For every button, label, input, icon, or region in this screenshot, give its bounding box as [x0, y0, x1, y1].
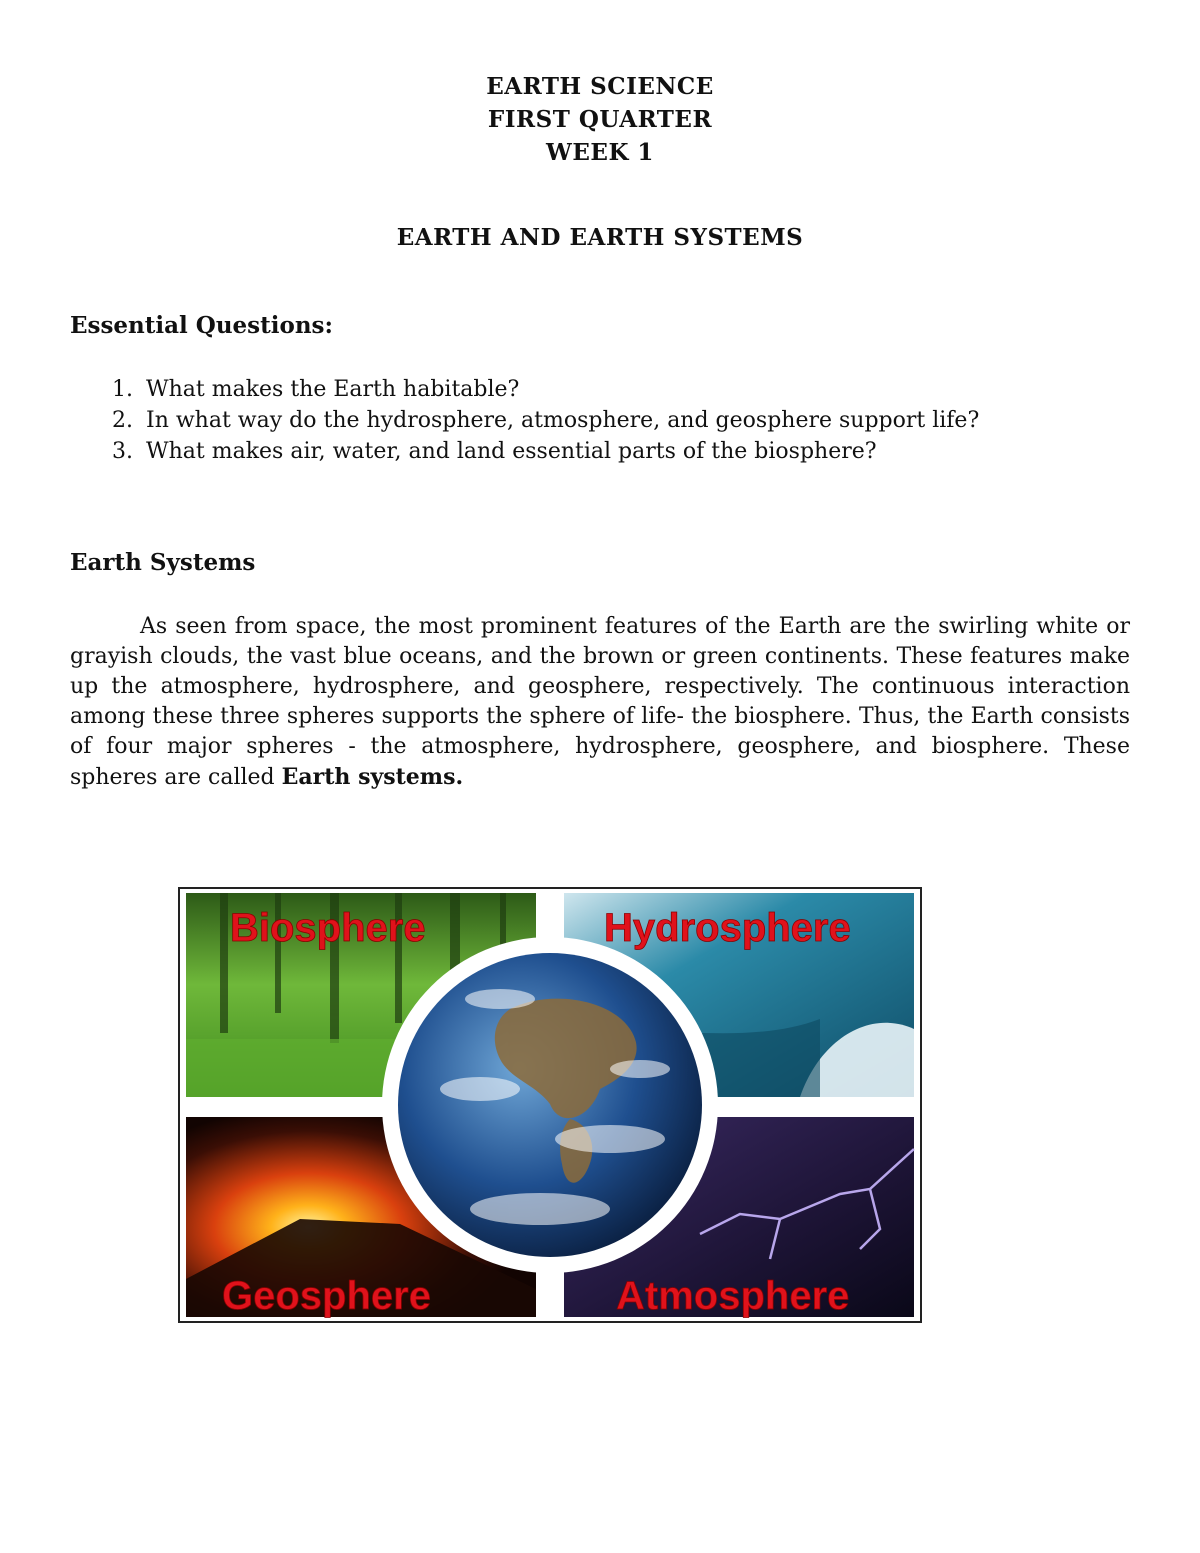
paragraph-text: As seen from space, the most prominent features of the Earth are the swirling white or grayish clouds, the vast blue oceans, and the brown or green continents. These features make up the atmosphere, hydrosphere, and geosphere, respectively. The continuous interaction among these three spheres supports the sphere of life- the biosphere. Thus, the Earth consists of four major spheres - the atmosphere, hydrosphere, geosphere, and biosphere. These spheres are called	[70, 614, 1130, 790]
atmosphere-label: Atmosphere	[616, 1274, 850, 1318]
question-item: 3. What makes air, water, and land essential parts of the biosphere?	[140, 436, 1130, 467]
question-item: 2. In what way do the hydrosphere, atmosphere, and geosphere support life?	[140, 405, 1130, 436]
subject-title: EARTH SCIENCE	[486, 73, 714, 100]
essential-questions-heading: Essential Questions:	[70, 312, 333, 339]
earth-systems-paragraph	[70, 612, 1130, 793]
quarter-title: FIRST QUARTER	[487, 106, 713, 133]
biosphere-label: Biosphere	[230, 906, 426, 950]
earth-systems-illustration	[180, 889, 920, 1321]
question-item: 1. What makes the Earth habitable?	[140, 374, 1130, 405]
week-title: WEEK 1	[546, 139, 654, 166]
essential-questions-list	[70, 374, 1130, 467]
hydrosphere-label: Hydrosphere	[604, 906, 851, 950]
document-header	[0, 70, 1200, 169]
geosphere-label: Geosphere	[222, 1274, 431, 1318]
bold-term: Earth systems.	[281, 764, 464, 790]
earth-systems-figure	[178, 887, 922, 1323]
lesson-title: EARTH AND EARTH SYSTEMS	[396, 224, 804, 251]
earth-systems-heading: Earth Systems	[70, 549, 256, 576]
